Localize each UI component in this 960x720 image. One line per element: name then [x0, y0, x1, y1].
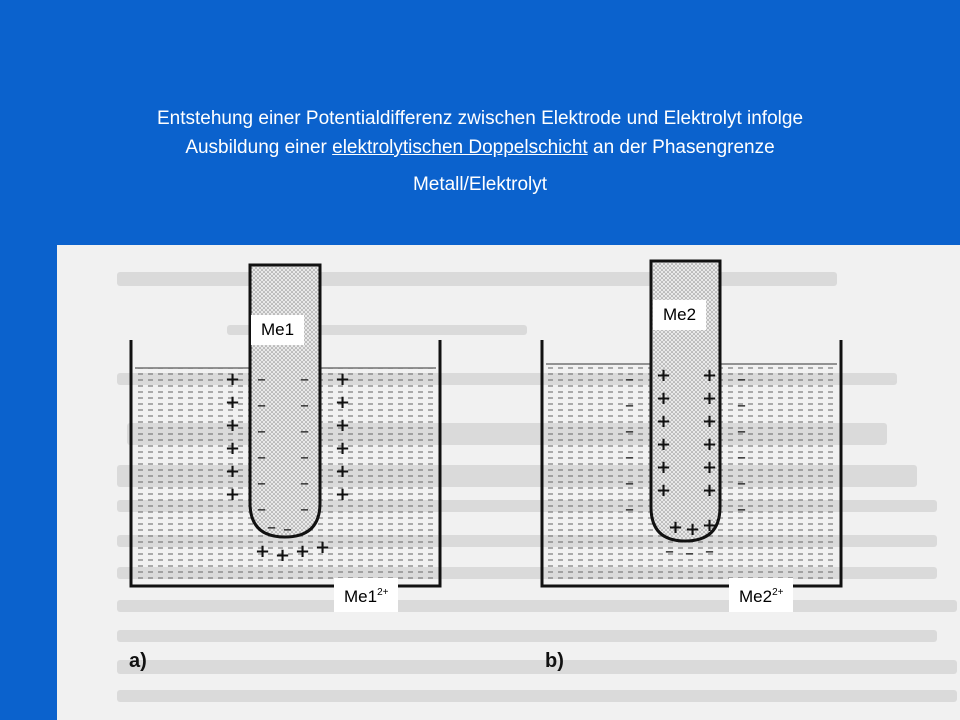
- svg-text:+: +: [335, 415, 351, 436]
- svg-text:–: –: [257, 447, 266, 468]
- svg-text:+: +: [702, 388, 718, 409]
- svg-text:–: –: [300, 447, 309, 468]
- svg-text:+: +: [315, 537, 331, 558]
- svg-text:–: –: [737, 447, 746, 468]
- title-underlined-term: elektrolytischen Doppelschicht: [332, 137, 588, 158]
- svg-text:–: –: [737, 421, 746, 442]
- me1-ion-label: $Me1^{2+}$: [334, 578, 398, 612]
- svg-text:–: –: [625, 447, 634, 468]
- svg-text:–: –: [300, 499, 309, 520]
- svg-text:+: +: [656, 388, 672, 409]
- svg-text:–: –: [737, 499, 746, 520]
- svg-text:–: –: [685, 543, 694, 564]
- svg-text:+: +: [702, 457, 718, 478]
- me2-ion-label: $Me2^{2+}$: [729, 578, 793, 612]
- svg-text:–: –: [257, 473, 266, 494]
- double-layer-figure: [57, 245, 960, 720]
- svg-text:–: –: [705, 541, 714, 562]
- svg-text:+: +: [702, 480, 718, 501]
- electrode-diagram: [57, 245, 960, 720]
- svg-text:+: +: [225, 369, 241, 390]
- svg-text:–: –: [625, 421, 634, 442]
- svg-text:+: +: [685, 519, 701, 540]
- svg-text:+: +: [335, 392, 351, 413]
- svg-text:–: –: [737, 395, 746, 416]
- svg-text:–: –: [300, 395, 309, 416]
- svg-text:+: +: [335, 369, 351, 390]
- svg-text:+: +: [702, 411, 718, 432]
- part-b-label: b): [545, 650, 564, 672]
- svg-text:+: +: [225, 415, 241, 436]
- svg-text:–: –: [283, 519, 292, 540]
- svg-text:–: –: [625, 395, 634, 416]
- me1-label: Me1: [251, 315, 304, 345]
- svg-text:+: +: [702, 515, 718, 536]
- svg-text:+: +: [225, 438, 241, 459]
- svg-text:–: –: [625, 473, 634, 494]
- svg-text:+: +: [702, 434, 718, 455]
- svg-text:–: –: [737, 473, 746, 494]
- svg-text:+: +: [656, 480, 672, 501]
- svg-text:+: +: [225, 392, 241, 413]
- svg-text:–: –: [300, 473, 309, 494]
- svg-text:+: +: [295, 541, 311, 562]
- title-line-2-end: an der Phasengrenze: [587, 137, 775, 158]
- svg-text:+: +: [656, 365, 672, 386]
- svg-text:–: –: [257, 395, 266, 416]
- svg-text:+: +: [656, 411, 672, 432]
- svg-text:+: +: [335, 484, 351, 505]
- title-line-2-start: Ausbildung einer: [185, 137, 333, 158]
- svg-text:+: +: [668, 517, 684, 538]
- svg-text:+: +: [255, 541, 271, 562]
- slide-title: [40, 104, 920, 199]
- svg-text:+: +: [225, 461, 241, 482]
- svg-text:+: +: [275, 545, 291, 566]
- svg-text:–: –: [267, 517, 276, 538]
- svg-text:–: –: [257, 369, 266, 390]
- me2-label: Me2: [653, 300, 706, 330]
- svg-text:–: –: [257, 421, 266, 442]
- title-line-3: Metall/Elektrolyt: [412, 174, 548, 195]
- svg-text:+: +: [335, 438, 351, 459]
- svg-text:+: +: [656, 434, 672, 455]
- svg-text:–: –: [257, 499, 266, 520]
- svg-text:–: –: [625, 369, 634, 390]
- svg-text:+: +: [656, 457, 672, 478]
- svg-text:+: +: [702, 365, 718, 386]
- svg-text:+: +: [225, 484, 241, 505]
- title-line-1: Entstehung einer Potentialdifferenz zwischen Elektrode und Elektrolyt infolge: [156, 108, 804, 129]
- svg-text:–: –: [625, 499, 634, 520]
- svg-text:–: –: [300, 369, 309, 390]
- svg-text:+: +: [335, 461, 351, 482]
- svg-text:–: –: [737, 369, 746, 390]
- svg-text:–: –: [300, 421, 309, 442]
- svg-text:–: –: [665, 541, 674, 562]
- part-a-label: a): [129, 650, 147, 672]
